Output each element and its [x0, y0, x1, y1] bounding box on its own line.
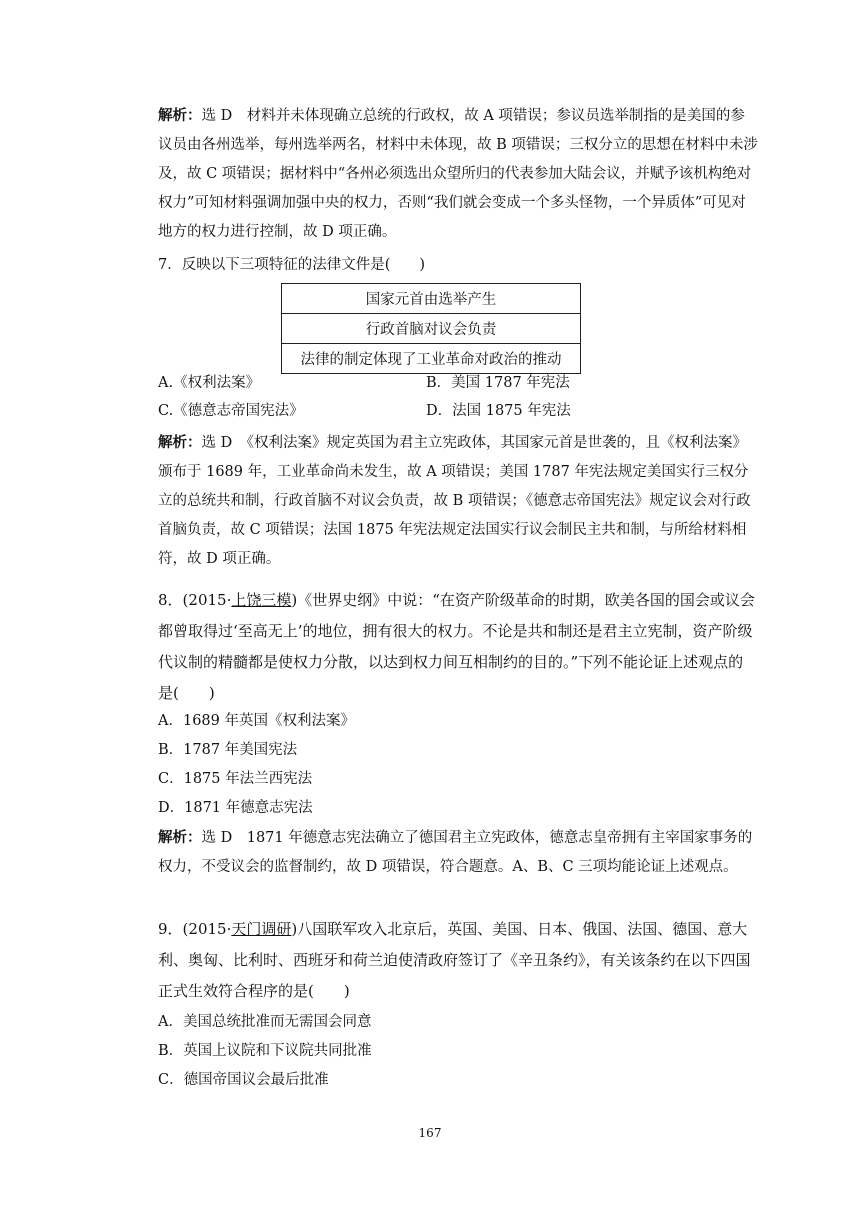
- question-text: )八国联军攻入北京后，英国、美国、日本、俄国、法国、德国、意大利、奥匈、比利时、西班牙和荷兰迫使清政府签订了《辛丑条约》，有关该条约在以下四国正式生效符合程序的是( ): [158, 920, 751, 1000]
- q7-option-d: D．法国 1875 年宪法: [426, 403, 571, 419]
- q7-feature-table: [281, 283, 581, 374]
- q7-stem: 7．反映以下三项特征的法律文件是( ): [158, 257, 426, 273]
- table-row: 法律的制定体现了工业革命对政治的推动: [282, 344, 581, 374]
- analysis-label: 解析：: [158, 829, 202, 846]
- q8-stem: [158, 585, 758, 709]
- q6-analysis: [158, 101, 758, 247]
- q7-analysis: [158, 428, 758, 574]
- question-source: 上饶三模: [231, 591, 292, 609]
- page-number: 167: [418, 1126, 442, 1140]
- q8-option-c: C．1875 年法兰西宪法: [158, 771, 313, 787]
- question-number: 8．(2015·: [158, 591, 232, 609]
- question-text: )《世界史纲》中说：“在资产阶级革命的时期，欧美各国的国会或议会都曾取得过‘至高无上’的地位，拥有很大的权力。不论是共和制还是君主立宪制，资产阶级代议制的精髓都是使权力分散，以达到权力间互相制约的目的。”下列不能论证上述观点的是( ): [158, 591, 755, 702]
- q8-option-b: B．1787 年美国宪法: [158, 742, 298, 758]
- q8-option-a: A．1689 年英国《权利法案》: [158, 713, 355, 729]
- q7-option-b: B．美国 1787 年宪法: [426, 375, 570, 391]
- table-row: 国家元首由选举产生: [282, 284, 581, 314]
- question-number: 9．(2015·: [158, 920, 232, 938]
- analysis-text: 选 D 《权利法案》规定英国为君主立宪政体，其国家元首是世袭的，且《权利法案》颁布于 1689 年，工业革命尚未发生，故 A 项错误；美国 1787 年宪法规定美国实行三权分立的总统共和制，行政首脑不对议会负责，故 B 项错误；《德意志帝国宪法》规定议会对行政首脑负责，故 C 项错误；法国 1875 年宪法规定法国实行议会制民主共和制，与所给材料相符，故 D 项正确。: [158, 435, 751, 567]
- q9-option-b: B．英国上议院和下议院共同批准: [158, 1043, 372, 1059]
- analysis-text: 选 D 1871 年德意志宪法确立了德国君主立宪政体，德意志皇帝拥有主宰国家事务的权力，不受议会的监督制约，故 D 项错误，符合题意。A、B、C 三项均能论证上述观点。: [158, 830, 753, 875]
- analysis-text: 选 D 材料并未体现确立总统的行政权，故 A 项错误；参议员选举制指的是美国的参议员由各州选举，每州选举两名，材料中未体现，故 B 项错误；三权分立的思想在材料中未涉及，故 C 项错误；据材料中“各州必须选出众望所归的代表参加大陆会议，并赋予该机构绝对权力”可知材料强调加强中央的权力，否则“我们就会变成一个多头怪物，一个异质体”可见对地方的权力进行控制，故 D 项正确。: [158, 108, 758, 240]
- q9-option-c: C．德国帝国议会最后批准: [158, 1072, 329, 1088]
- q8-analysis: [158, 823, 758, 882]
- question-source: 天门调研: [231, 920, 292, 938]
- q9-option-a: A．美国总统批准而无需国会同意: [158, 1014, 372, 1030]
- analysis-label: 解析：: [158, 434, 202, 451]
- q9-stem: [158, 914, 758, 1007]
- q8-option-d: D．1871 年德意志宪法: [158, 800, 313, 816]
- q7-option-a: A.《权利法案》: [158, 375, 261, 391]
- table-row: 行政首脑对议会负责: [282, 314, 581, 344]
- q7-option-c: C.《德意志帝国宪法》: [158, 403, 304, 419]
- analysis-label: 解析：: [158, 107, 202, 124]
